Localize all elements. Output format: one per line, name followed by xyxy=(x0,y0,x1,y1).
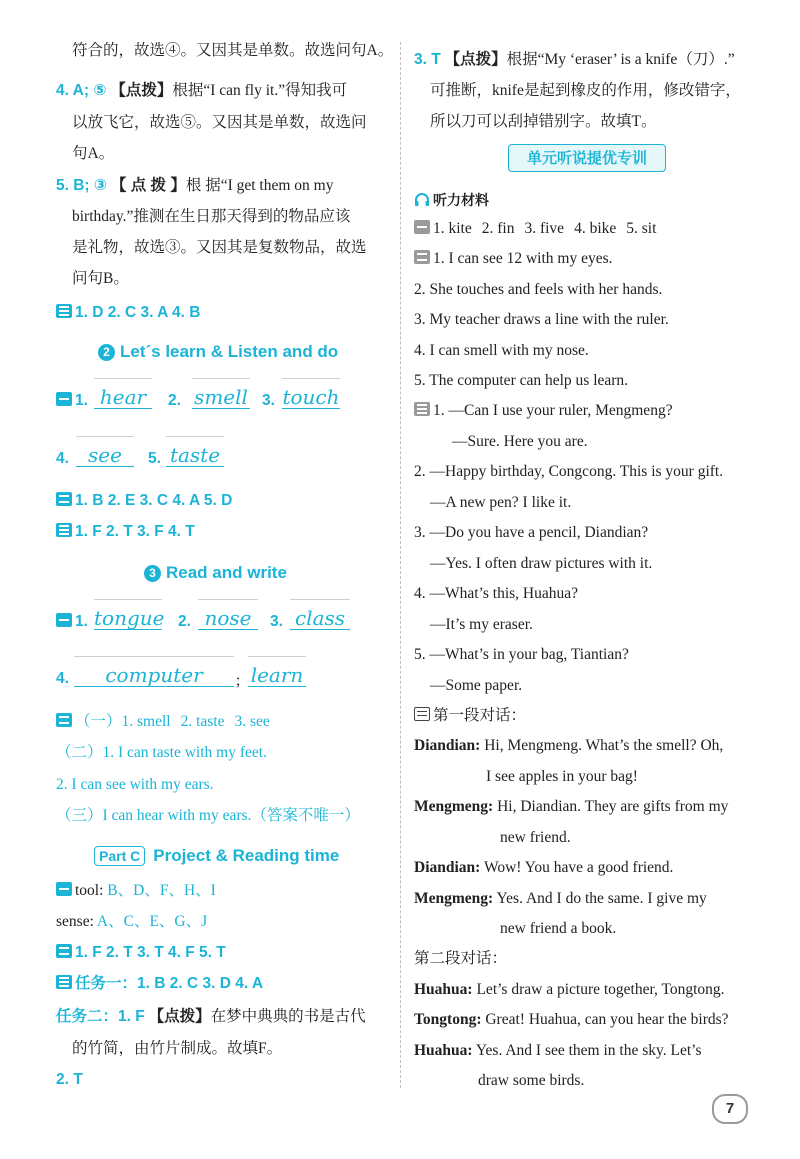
label: tool: xyxy=(75,882,104,899)
utterance: Hi, Diandian. They are gifts from my xyxy=(497,798,729,815)
dialogue-cont: new friend. xyxy=(500,829,571,846)
num: 1. xyxy=(75,613,88,630)
dialogue-cont: new friend a book. xyxy=(500,920,617,937)
answers: 1. F 2. T 3. T 4. F 5. T xyxy=(75,944,226,961)
label: sense: xyxy=(56,913,94,930)
answer-num: 任务二：1. F xyxy=(56,1008,145,1025)
handwritten-answer xyxy=(198,599,258,643)
item: 2. fin xyxy=(481,220,515,237)
dialogue-heading: 第二段对话： xyxy=(414,950,508,967)
listening-part-three xyxy=(414,400,673,422)
section-two-icon xyxy=(56,944,72,958)
listening-item: 3. —Do you have a pencil, Diandian? xyxy=(414,524,649,541)
section-heading-2 xyxy=(98,342,338,362)
listening-part-two xyxy=(414,248,613,270)
section-two-answers xyxy=(56,490,232,512)
section-number-badge: 2 xyxy=(98,344,115,361)
handwritten-answer xyxy=(76,436,134,480)
partc-badge: Part C xyxy=(94,846,145,866)
section-two-icon xyxy=(56,492,72,506)
section-heading-3 xyxy=(144,563,287,583)
tip-label: 【 点 拨 】 xyxy=(110,177,186,194)
partc-heading xyxy=(94,846,339,866)
utterance: Yes. And I do the same. I give my xyxy=(496,890,707,907)
item: 1. —Can I use your ruler, Mengmeng? xyxy=(433,402,673,419)
utterance: Yes. And I see them in the sky. Let’s xyxy=(475,1042,702,1059)
utterance: Great! Huahua, can you hear the birds? xyxy=(485,1011,729,1028)
text-line: 是礼物，故选③。又因其是复数物品，故选 xyxy=(72,239,367,256)
value: A、C、E、G、J xyxy=(96,913,208,930)
handwritten-answer xyxy=(248,656,306,700)
section-two-answers xyxy=(56,942,226,964)
answers: 1. D 2. C 3. A 4. B xyxy=(75,304,201,321)
utterance: Let’s draw a picture together, Tongtong. xyxy=(476,981,725,998)
answer-line: （三）I can hear with my ears.（答案不唯一） xyxy=(56,807,360,824)
item: 5. sit xyxy=(626,220,657,237)
handwritten-answer xyxy=(282,378,340,422)
text-line: birthday.”推测在生日那天得到的物品应该 xyxy=(72,208,351,225)
utterance: Hi, Mengmeng. What’s the smell? Oh, xyxy=(484,737,724,754)
dialogue-cont: I see apples in your bag! xyxy=(486,768,638,785)
num: 2. xyxy=(168,392,181,409)
answer-text: taste xyxy=(166,444,224,467)
listening-part-four xyxy=(414,705,526,727)
text-line: 以放飞它，故选⑤。又因其是单数，故选问 xyxy=(72,114,367,131)
section-one-marker xyxy=(56,611,88,633)
text-line: 句A。 xyxy=(72,145,115,162)
answer-num: 4. A; ⑤ xyxy=(56,82,107,99)
answer-4 xyxy=(56,80,347,102)
item: 3. five xyxy=(524,220,565,237)
classify-sense xyxy=(56,911,207,933)
title: 听力材料 xyxy=(433,193,489,209)
task-two xyxy=(56,1006,366,1028)
answers: 任务一：1. B 2. C 3. D 4. A xyxy=(75,975,264,992)
text: 根 据“I get them on my xyxy=(185,177,334,194)
answer: 2. taste xyxy=(180,713,225,730)
num: 3. xyxy=(270,613,283,630)
handwritten-answer xyxy=(94,599,165,643)
dialogue-line xyxy=(414,1009,729,1031)
answer-num: 2. T xyxy=(56,1071,83,1088)
section-title: Project & Reading time xyxy=(153,846,340,865)
handwritten-answer xyxy=(166,436,224,480)
section-one-marker xyxy=(56,390,88,412)
section-three-answers xyxy=(56,521,195,543)
text-line: 的竹简，由竹片制成。故填F。 xyxy=(72,1040,283,1057)
answer-text: learn xyxy=(248,664,306,687)
dialogue-line xyxy=(414,857,673,879)
answer-5 xyxy=(56,175,333,197)
section-two-icon xyxy=(414,250,430,264)
listening-item: 3. My teacher draws a line with the ruler. xyxy=(414,311,669,328)
answer-text: tongue xyxy=(94,606,165,630)
handwritten-answer xyxy=(290,599,350,643)
text-line: 所以刀可以刮掉错别字。故填T。 xyxy=(430,113,657,130)
section-three-icon xyxy=(56,523,72,537)
num: 1. xyxy=(75,392,88,409)
section-three-answers xyxy=(56,973,263,995)
num: 5. xyxy=(148,450,161,467)
listening-item: 5. —What’s in your bag, Tiantian? xyxy=(414,646,629,663)
classify-tool xyxy=(56,880,216,902)
dialogue-cont: draw some birds. xyxy=(478,1072,585,1089)
answer-num: 5. B; ③ xyxy=(56,177,108,194)
dialogue-heading: 第一段对话： xyxy=(433,707,527,724)
section-one-icon xyxy=(56,882,72,896)
answer: 3. see xyxy=(234,713,270,730)
answer-text: see xyxy=(76,444,134,467)
answer-text: hear xyxy=(94,386,152,409)
utterance: Wow! You have a good friend. xyxy=(483,859,674,876)
dialogue-line xyxy=(414,888,707,910)
item: 4. bike xyxy=(574,220,617,237)
listening-reply: —A new pen? I like it. xyxy=(430,494,572,511)
answer-text: touch xyxy=(282,385,340,409)
speaker: Diandian: xyxy=(414,737,481,754)
answer-3 xyxy=(414,49,735,71)
headphones-icon xyxy=(414,193,430,207)
answer-text: class xyxy=(290,607,350,630)
section-three-icon xyxy=(56,975,72,989)
text-line: 问句B。 xyxy=(72,270,129,287)
item: 1. kite xyxy=(433,220,472,237)
column-divider xyxy=(400,42,401,1088)
section-one-icon xyxy=(56,613,72,627)
num: 4. xyxy=(56,450,69,467)
answer-num: 3. T xyxy=(414,51,441,68)
speaker: Huahua: xyxy=(414,1042,473,1059)
answer-text: smell xyxy=(192,386,250,409)
listening-reply: —Sure. Here you are. xyxy=(452,433,588,450)
listening-item: 4. I can smell with my nose. xyxy=(414,342,589,359)
item: 1. I can see 12 with my eyes. xyxy=(433,250,613,267)
speaker: Tongtong: xyxy=(414,1011,482,1028)
num: 3. xyxy=(262,392,275,409)
section-two-answers xyxy=(56,711,270,733)
dialogue-line xyxy=(414,1040,702,1062)
answer-text: computer xyxy=(74,664,234,687)
listening-title xyxy=(414,190,489,212)
listening-item: 4. —What’s this, Huahua? xyxy=(414,585,579,602)
section-title: Read and write xyxy=(166,563,287,582)
answer: （一）1. smell xyxy=(75,713,171,730)
text: 在梦中典典的书是古代 xyxy=(210,1008,366,1025)
value: B、D、F、H、I xyxy=(107,882,216,899)
answer-line: （二）1. I can taste with my feet. xyxy=(56,744,267,761)
handwritten-answer xyxy=(74,656,234,700)
text-line: 符合的，故选④。又因其是单数。故选问句A。 xyxy=(72,42,394,59)
listening-item: 5. The computer can help us learn. xyxy=(414,372,629,389)
listening-reply: —Some paper. xyxy=(430,677,523,694)
num: 2. xyxy=(178,613,191,630)
section-one-icon xyxy=(414,220,430,234)
section-number-badge: 3 xyxy=(144,565,161,582)
section-one-icon xyxy=(56,392,72,406)
dialogue-line xyxy=(414,735,723,757)
speaker: Mengmeng: xyxy=(414,890,494,907)
speaker: Diandian: xyxy=(414,859,481,876)
answer-text: nose xyxy=(198,607,258,630)
section-three-answers xyxy=(56,302,200,324)
answers: 1. F 2. T 3. F 4. T xyxy=(75,523,195,540)
speaker: Huahua: xyxy=(414,981,473,998)
answer-line: 2. I can see with my ears. xyxy=(56,776,214,793)
text: 根据“I can fly it.”得知我可 xyxy=(172,82,348,99)
section-three-icon xyxy=(414,402,430,416)
tip-label: 【点拨】 xyxy=(148,1008,211,1025)
listening-item: 2. —Happy birthday, Congcong. This is your gift. xyxy=(414,463,724,480)
tip-label: 【点拨】 xyxy=(444,51,507,68)
section-title: Let´s learn & Listen and do xyxy=(120,342,339,361)
listening-part-one xyxy=(414,218,656,240)
section-three-icon xyxy=(56,304,72,318)
tip-label: 【点拨】 xyxy=(110,82,173,99)
dialogue-line xyxy=(414,979,725,1001)
text: 根据“My ‘eraser’ is a knife（刀）.” xyxy=(506,51,735,68)
dialogue-line xyxy=(414,796,728,818)
handwritten-answer xyxy=(192,378,250,422)
num: 4. xyxy=(56,670,69,687)
listening-item: 2. She touches and feels with her hands. xyxy=(414,281,663,298)
handwritten-answer xyxy=(94,378,152,422)
listening-reply: —Yes. I often draw pictures with it. xyxy=(430,555,653,572)
unit-banner: 单元听说提优专训 xyxy=(508,144,666,172)
text-line: 可推断，knife是起到橡皮的作用，修改错字， xyxy=(430,82,741,99)
answers: 1. B 2. E 3. C 4. A 5. D xyxy=(75,492,233,509)
speaker: Mengmeng: xyxy=(414,798,494,815)
page-number: 7 xyxy=(712,1094,748,1124)
listening-reply: —It’s my eraser. xyxy=(430,616,533,633)
section-two-icon xyxy=(56,713,72,727)
separator: ; xyxy=(236,672,241,689)
section-four-icon xyxy=(414,707,430,721)
